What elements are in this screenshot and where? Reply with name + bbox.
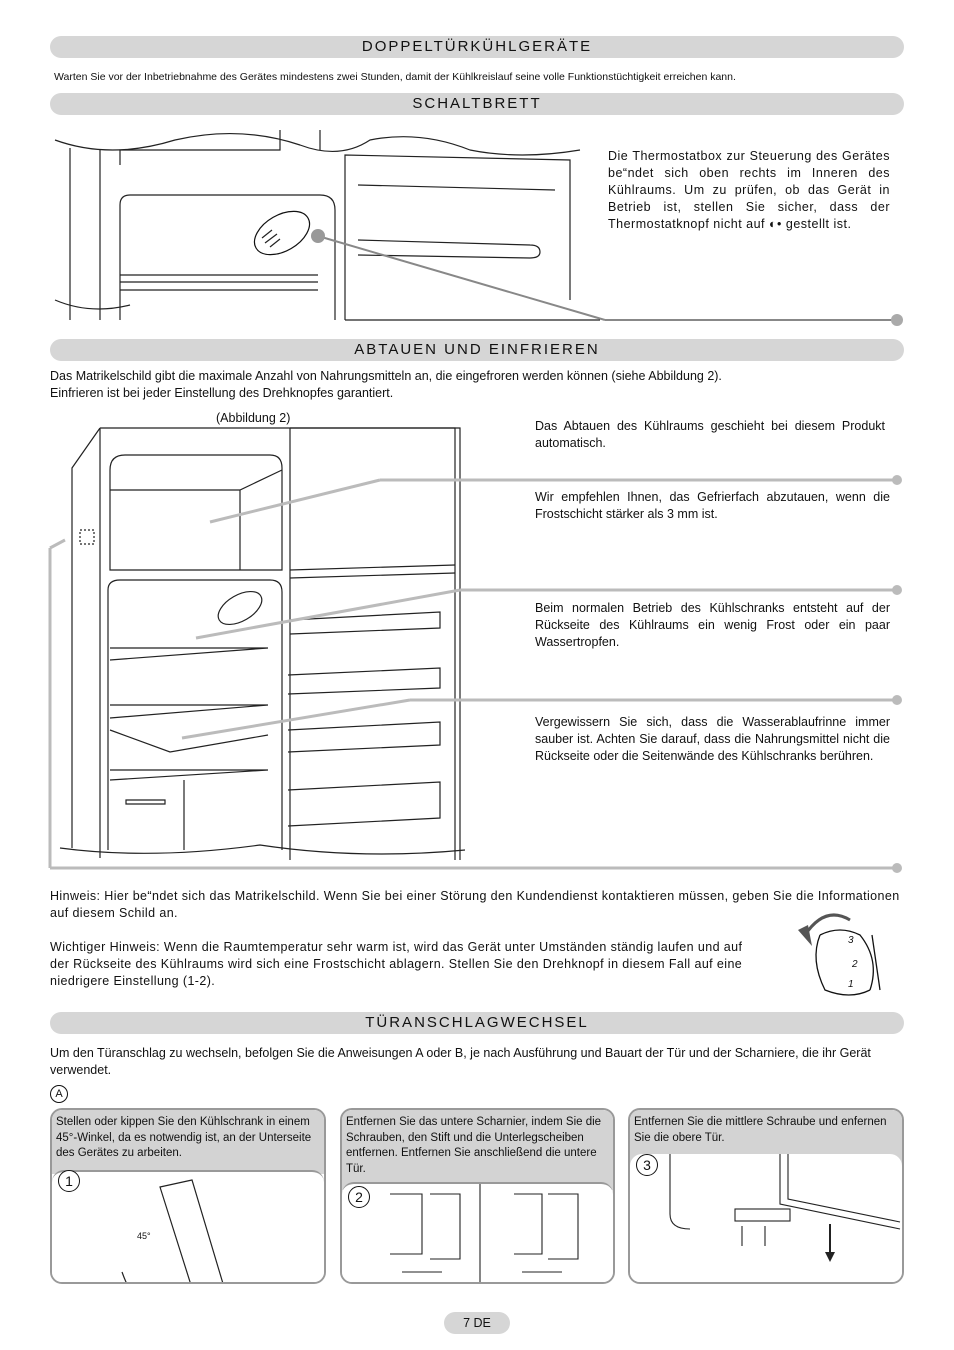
hinge-illustration: [342, 1184, 615, 1284]
dial-label-2: 2: [852, 959, 858, 970]
step-2-number: 2: [348, 1186, 370, 1208]
dial-label-3: 3: [848, 935, 854, 946]
angle-label: 45°: [137, 1231, 151, 1241]
step-1-text: Stellen oder kippen Sie den Kühlschrank in einem 45°-Winkel, da es notwendig ist, an der Unterseite des Gerätes zu arbeiten.: [56, 1116, 312, 1159]
section-title-doppeltuer: DOPPELTÜRKÜHLGERÄTE: [50, 36, 904, 58]
thermostat-description: Die Thermostatbox zur Steuerung des Gerätes be“ndet sich oben rechts im Inneren des Kühlraums. Um zu prüfen, ob das Gerät in Betrieb ist, stellen Sie sicher, dass der Thermostatknopf nicht auf ◐• gestellt ist.: [608, 149, 890, 231]
section-title-abtauen: ABTAUEN UND EINFRIEREN: [50, 339, 904, 361]
abtauen-intro-2: Einfrieren ist bei jeder Einstellung des Drehknopfes garantiert.: [50, 386, 394, 400]
startup-note: Warten Sie vor der Inbetriebnahme des Gerätes mindestens zwei Stunden, damit der Kühlkreislauf seine volle Funktionstüchtigkeit erreichen kann.: [54, 71, 736, 83]
rating-plate-hint: Hinweis: Hier be“ndet sich das Matrikelschild. Wenn Sie bei einer Störung den Kundendienst kontaktieren müssen, geben Sie die Informationen auf diesem Schild an.: [50, 889, 900, 920]
section-title-tueranschlag: TÜRANSCHLAGWECHSEL: [50, 1012, 904, 1034]
callout-freezer-defrost: Wir empfehlen Ihnen, das Gefrierfach abzutauen, wenn die Frostschicht stärker als 3 mm ist.: [535, 490, 890, 521]
top-hinge-illustration: [630, 1154, 904, 1284]
callout-frost-rear: Beim normalen Betrieb des Kühlschranks entsteht auf der Rückseite des Kühlraums ein wenig Frost oder ein paar Wassertropfen.: [535, 601, 890, 649]
abtauen-intro-1: Das Matrikelschild gibt die maximale Anzahl von Nahrungsmitteln an, die eingefroren werden können (siehe Abbildung 2).: [50, 369, 722, 383]
step-1-number: 1: [58, 1170, 80, 1192]
tueranschlag-intro: Um den Türanschlag zu wechseln, befolgen Sie die Anweisungen A oder B, je nach Ausführung und Bauart der Tür und der Scharniere, die ihr Gerät verwendet.: [50, 1046, 871, 1077]
step-3-text: Entfernen Sie die mittlere Schraube und enfernen Sie die obere Tür.: [634, 1116, 887, 1144]
step-panel-3: [628, 1108, 904, 1284]
callout-defrost-auto: Das Abtauen des Kühlraums geschieht bei diesem Produkt automatisch.: [535, 419, 885, 450]
dial-label-1: 1: [848, 979, 854, 990]
variant-a-marker: A: [50, 1085, 68, 1103]
step-panel-1: [50, 1108, 326, 1284]
page-number: 7 DE: [444, 1312, 510, 1334]
figure-caption: (Abbildung 2): [216, 411, 291, 425]
important-hint: Wichtiger Hinweis: Wenn die Raumtemperatur sehr warm ist, wird das Gerät unter Umständen ständig laufen und auf der Rückseite des Kühlraums wird sich eine Frostschicht ablagern. Stellen Sie den Drehknopf in diesem Fall auf eine niedrigere Einstellung (1-2).: [50, 940, 743, 988]
callout-drain-channel: Vergewissern Sie sich, dass die Wasserablaufrinne immer sauber ist. Achten Sie darauf, dass die Nahrungsmittel nicht die Rückseite oder die Seitenwände des Kühlschranks berühren.: [535, 715, 890, 763]
step-2-text: Entfernen Sie das untere Scharnier, indem Sie die Schrauben, den Stift und die Unterlegscheiben entfernen. Entfernen Sie anschließend die untere Tür.: [346, 1116, 602, 1175]
step-panel-2: [340, 1108, 615, 1284]
step-3-number: 3: [636, 1154, 658, 1176]
tilt-illustration: [52, 1172, 326, 1284]
section-title-schaltbrett: SCHALTBRETT: [50, 93, 904, 115]
